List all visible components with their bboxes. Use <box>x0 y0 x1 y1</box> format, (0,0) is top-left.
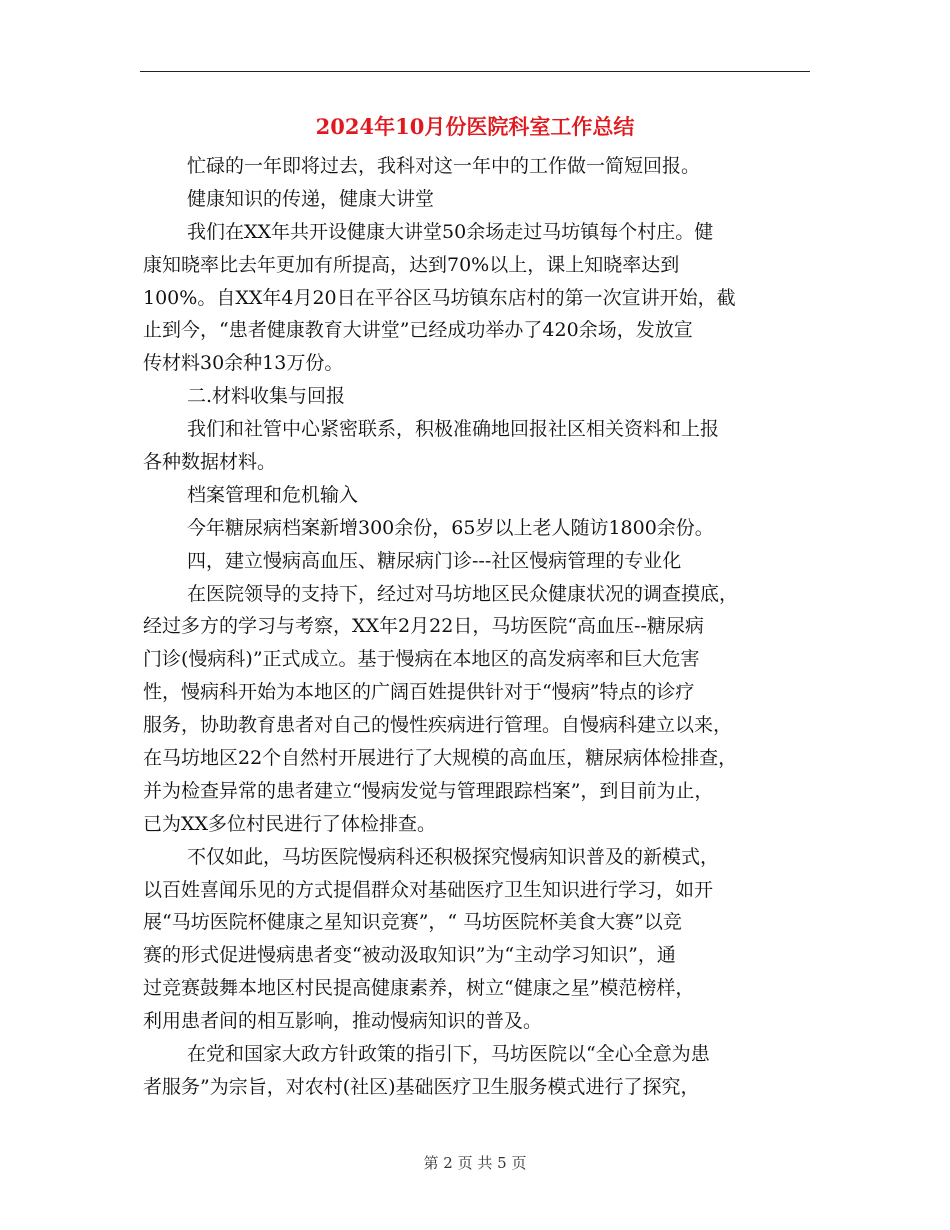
text-line: 今年糖尿病档案新增300余份，65岁以上老人随访1800余份。 <box>187 516 714 539</box>
text-line: 并为检查异常的患者建立“慢病发觉与管理跟踪档案”，到目前为止， <box>143 779 714 802</box>
text-line: 门诊(慢病科)”正式成立。基于慢病在本地区的高发病率和巨大危害 <box>143 648 700 671</box>
document-title: 2024年10月份医院科室工作总结 <box>315 114 635 139</box>
text-line: 已为XX多位村民进行了体检排查。 <box>143 812 437 835</box>
text-line: 我们和社管中心紧密联系，积极准确地回报社区相关资料和上报 <box>187 418 720 441</box>
text-line: 忙碌的一年即将过去，我科对这一年中的工作做一简短回报。 <box>187 155 701 177</box>
text-line: 性，慢病科开始为本地区的广阔百姓提供针对于“慢病”特点的诊疗 <box>143 681 695 704</box>
text-line: 以百姓喜闻乐见的方式提倡群众对基础医疗卫生知识进行学习，如开 <box>143 878 714 901</box>
text-line: 100%。自XX年4月20日在平谷区马坊镇东店村的第一次宣讲开始，截 <box>143 286 736 309</box>
text-line: 服务，协助教育患者对自己的慢性疾病进行管理。自慢病科建立以来， <box>143 714 733 737</box>
text-line: 展“马坊医院杯健康之星知识竞赛”，“ 马坊医院杯美食大赛”以竞 <box>143 911 682 934</box>
text-line: 各种数据材料。 <box>143 451 277 474</box>
text-line: 四，建立慢病高血压、糖尿病门诊---社区慢病管理的专业化 <box>187 549 682 572</box>
text-line: 传材料30余种13万份。 <box>143 352 344 375</box>
text-line: 赛的形式促进慢病患者变“被动汲取知识”为“主动学习知识”，通 <box>143 944 676 967</box>
text-line: 在医院领导的支持下，经过对马坊地区民众健康状况的调查摸底， <box>187 582 739 605</box>
text-line: 不仅如此，马坊医院慢病科还积极探究慢病知识普及的新模式， <box>187 845 720 868</box>
text-line: 健康知识的传递，健康大讲堂 <box>187 187 435 210</box>
text-line: 在党和国家大政方针政策的指引下，马坊医院以“全心全意为患 <box>187 1043 710 1066</box>
document-body <box>143 150 803 1104</box>
text-line: 档案管理和危机输入 <box>187 483 359 506</box>
text-line: 二.材料收集与回报 <box>187 385 346 408</box>
text-line: 在马坊地区22个自然村开展进行了大规模的高血压，糖尿病体检排查， <box>143 747 738 770</box>
text-line: 我们在XX年共开设健康大讲堂50余场走过马坊镇每个村庄。健 <box>187 220 714 243</box>
text-line: 经过多方的学习与考察，XX年2月22日，马坊医院“高血压--糖尿病 <box>143 615 704 638</box>
text-line: 止到今，“患者健康教育大讲堂”已经成功举办了420余场，发放宣 <box>143 319 693 342</box>
text-line: 利用患者间的相互影响，推动慢病知识的普及。 <box>143 1010 543 1033</box>
page-number: 第 2 页 共 5 页 <box>423 1154 527 1172</box>
header-rule <box>140 71 810 72</box>
text-line: 康知晓率比去年更加有所提高，达到70%以上，课上知晓率达到 <box>143 253 680 276</box>
text-line: 过竞赛鼓舞本地区村民提高健康素养，树立“健康之星”模范榜样， <box>143 977 695 1000</box>
text-line: 者服务”为宗旨，对农村(社区)基础医疗卫生服务模式进行了探究， <box>143 1075 700 1098</box>
